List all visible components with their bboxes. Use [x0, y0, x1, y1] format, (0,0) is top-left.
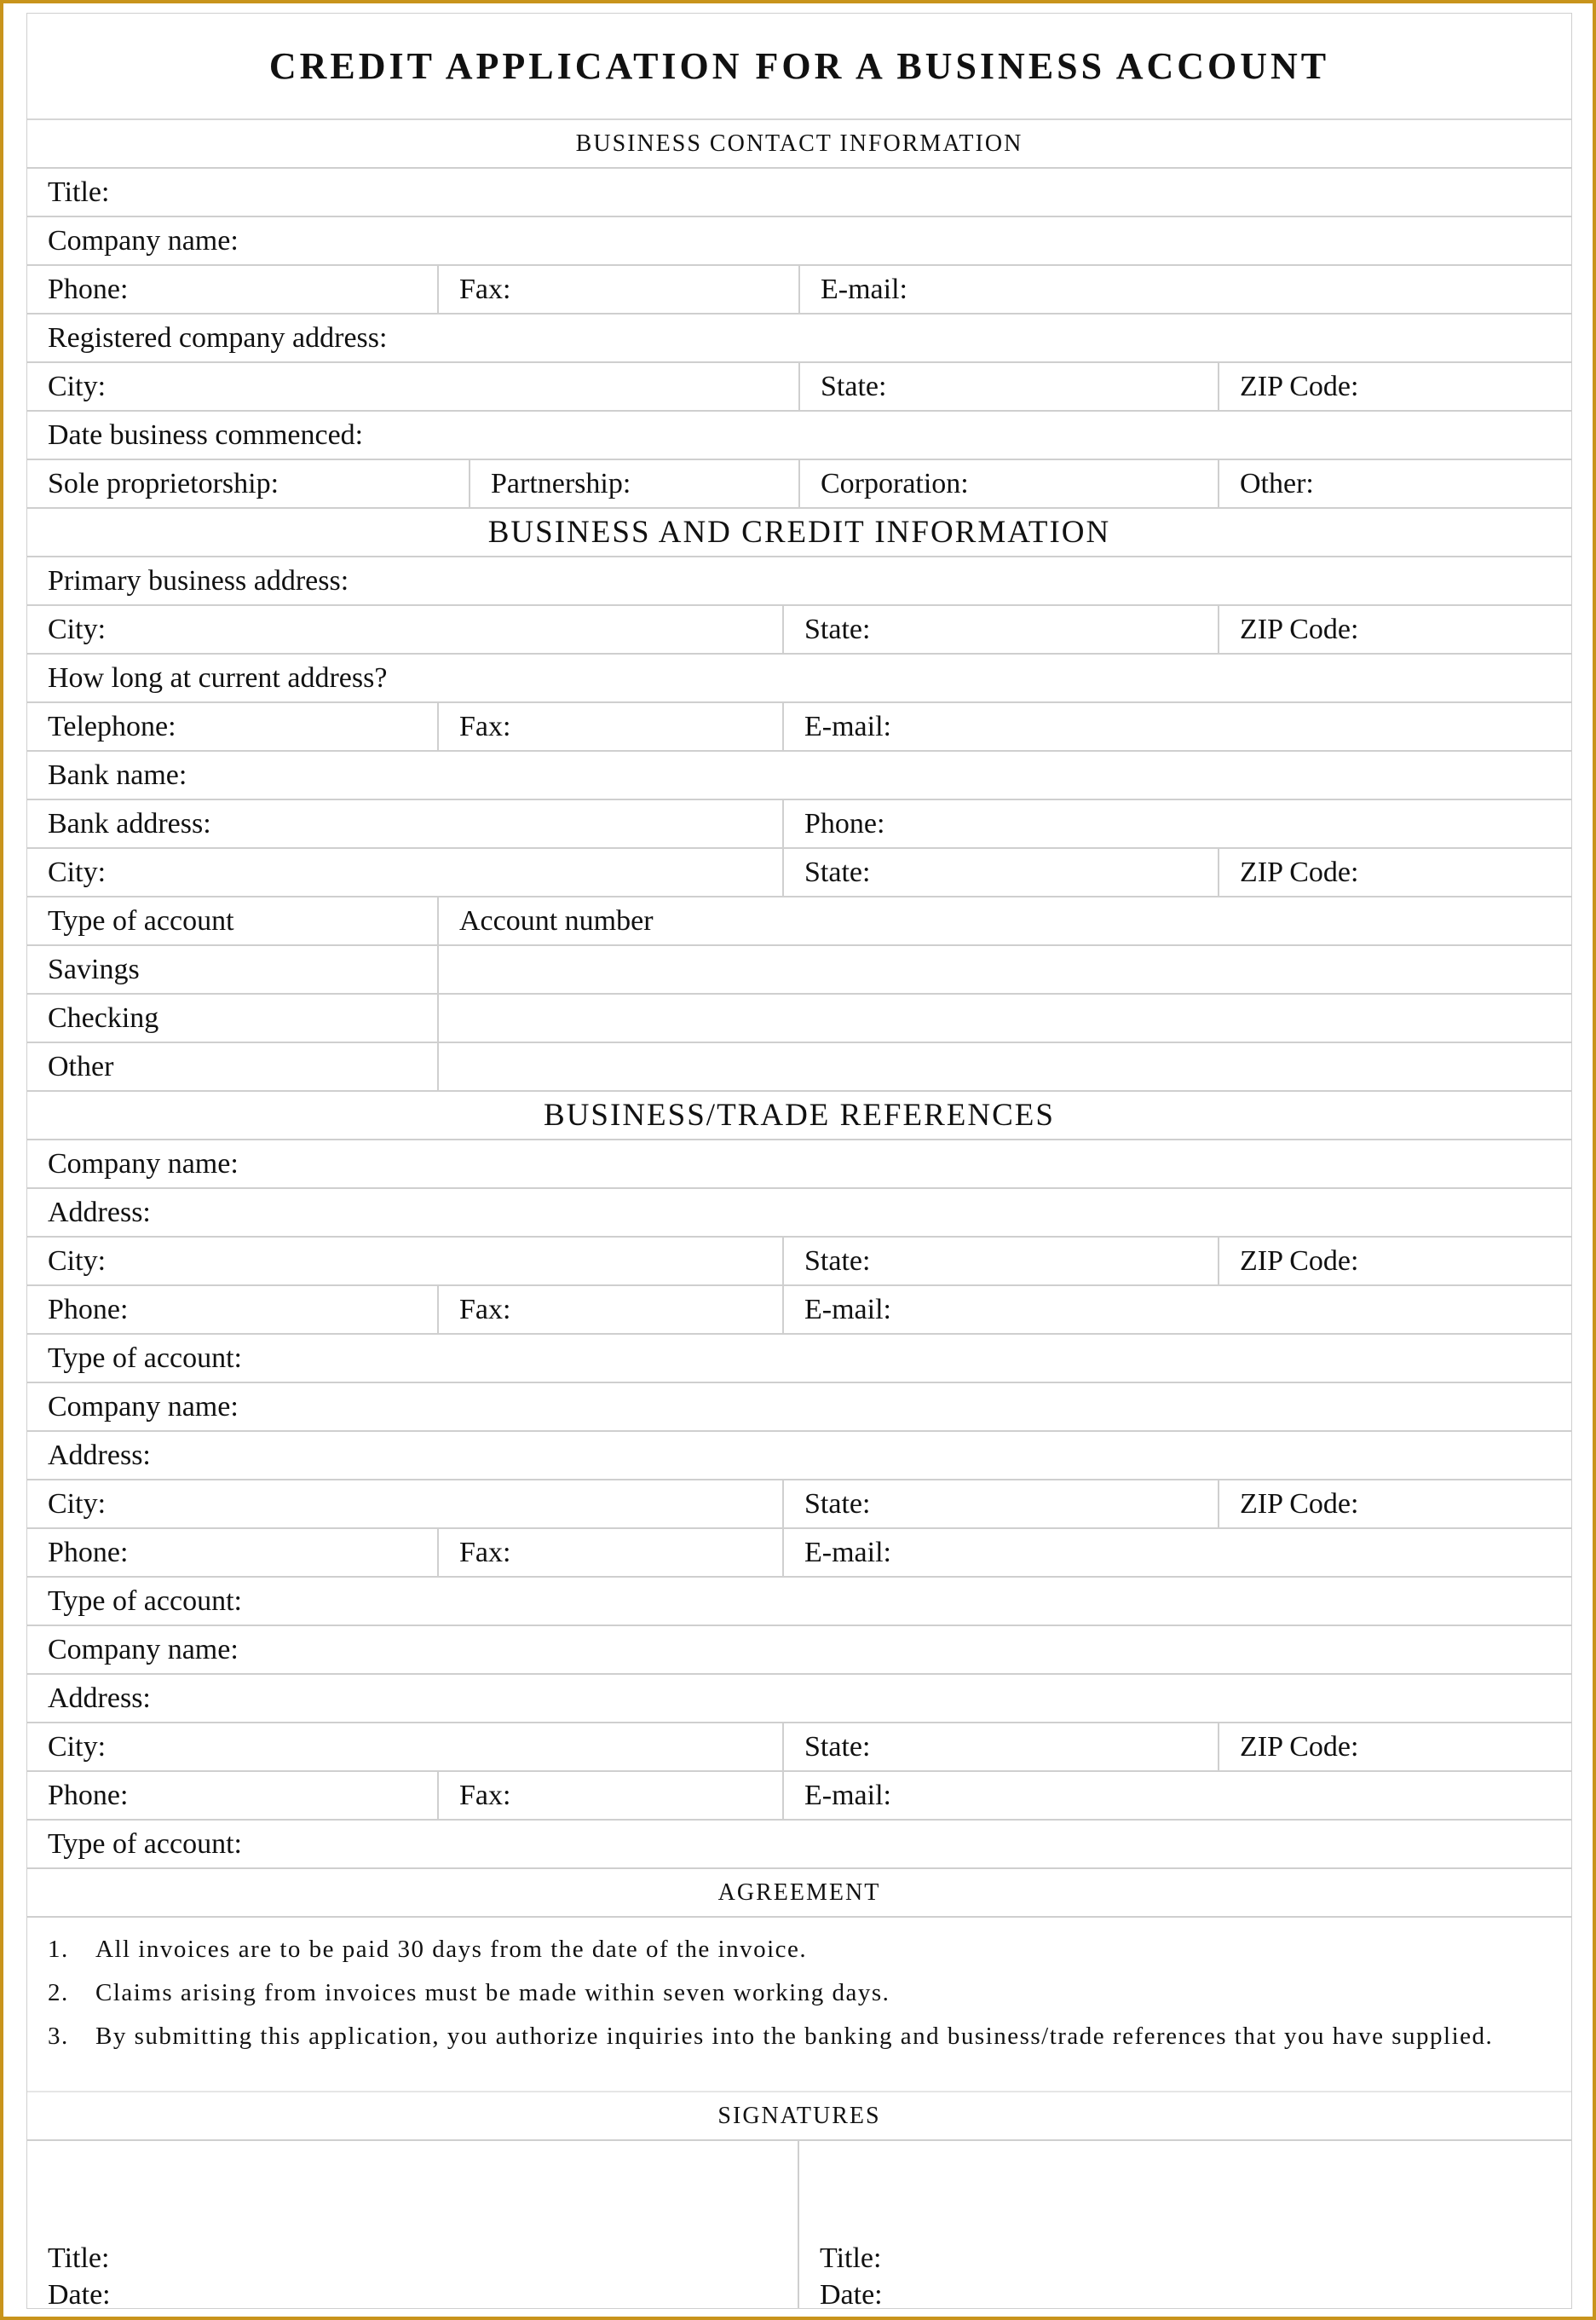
corporation-field[interactable]: Corporation:	[800, 460, 1219, 507]
agreement-list	[27, 1918, 1571, 2092]
savings-account-number-field[interactable]	[439, 946, 1571, 993]
ref3-type-of-account-field[interactable]: Type of account:	[48, 1827, 242, 1860]
signature-right-date: Date:	[820, 2279, 883, 2309]
ref3-fax-field[interactable]: Fax:	[439, 1772, 784, 1819]
savings-label: Savings	[27, 946, 439, 993]
how-long-field[interactable]: How long at current address?	[48, 661, 388, 694]
ref3-company-name-field[interactable]: Company name:	[48, 1633, 239, 1665]
zip-field[interactable]: ZIP Code:	[1240, 613, 1359, 645]
ref1-state-field[interactable]: State:	[784, 1238, 1219, 1284]
ref1-company-name-field[interactable]: Company name:	[48, 1147, 239, 1180]
agreement-item	[48, 2022, 1520, 2051]
ref1-fax-field[interactable]: Fax:	[439, 1286, 784, 1333]
row-bank-city-state-zip	[27, 849, 1571, 897]
row-checking	[27, 995, 1571, 1043]
section-business-credit-heading: BUSINESS AND CREDIT INFORMATION	[27, 509, 1571, 557]
ref3-zip-field[interactable]: ZIP Code:	[1240, 1730, 1359, 1763]
telephone-field[interactable]: Telephone:	[27, 703, 439, 750]
signature-left-date: Date:	[48, 2279, 111, 2309]
bank-address-field[interactable]: Bank address:	[27, 800, 784, 847]
city-field[interactable]: City:	[27, 363, 800, 410]
ref2-email-field[interactable]: E-mail:	[804, 1536, 891, 1568]
form-title: CREDIT APPLICATION FOR A BUSINESS ACCOUNT	[27, 14, 1571, 120]
date-commenced-field[interactable]: Date business commenced:	[48, 418, 364, 451]
ref1-phone-field[interactable]: Phone:	[27, 1286, 439, 1333]
bank-phone-field[interactable]: Phone:	[804, 807, 885, 840]
primary-address-field[interactable]: Primary business address:	[48, 564, 349, 597]
checking-account-number-field[interactable]	[439, 995, 1571, 1042]
ref1-row-type	[27, 1335, 1571, 1383]
title-field[interactable]: Title:	[48, 176, 110, 208]
row-date-commenced	[27, 412, 1571, 460]
ref2-row-address	[27, 1432, 1571, 1480]
account-number-label: Account number	[459, 904, 654, 937]
credit-application-form	[26, 13, 1572, 2309]
fax-field[interactable]: Fax:	[439, 266, 800, 313]
row-city-state-zip	[27, 606, 1571, 655]
sole-proprietorship-field[interactable]: Sole proprietorship:	[27, 460, 470, 507]
other-account-label: Other	[27, 1043, 439, 1090]
ref2-state-field[interactable]: State:	[784, 1480, 1219, 1527]
ref1-type-of-account-field[interactable]: Type of account:	[48, 1342, 242, 1374]
ref1-email-field[interactable]: E-mail:	[804, 1293, 891, 1325]
agreement-item	[48, 1978, 1520, 2007]
agreement-item-text: By submitting this application, you authorize inquiries into the banking and business/trade references that you have supplied.	[95, 2023, 1494, 2050]
email-field[interactable]: E-mail:	[821, 273, 907, 305]
row-primary-address	[27, 557, 1571, 606]
signature-left-title: Title:	[48, 2242, 110, 2274]
row-savings	[27, 946, 1571, 995]
section-signatures-heading: SIGNATURES	[27, 2092, 1571, 2141]
other-account-number-field[interactable]	[439, 1043, 1571, 1090]
agreement-item-text: All invoices are to be paid 30 days from the date of the invoice.	[95, 1936, 808, 1963]
ref3-phone-field[interactable]: Phone:	[27, 1772, 439, 1819]
signature-block-right[interactable]	[799, 2141, 1571, 2309]
agreement-item-number: 1.	[48, 1936, 69, 1963]
ref2-type-of-account-field[interactable]: Type of account:	[48, 1584, 242, 1617]
ref3-row-city-state-zip	[27, 1723, 1571, 1772]
row-bank-name	[27, 752, 1571, 800]
row-account-header	[27, 897, 1571, 946]
state-field[interactable]: State:	[784, 606, 1219, 653]
registered-address-field[interactable]: Registered company address:	[48, 321, 388, 354]
ref3-email-field[interactable]: E-mail:	[804, 1779, 891, 1811]
ref1-row-address	[27, 1189, 1571, 1238]
other-field[interactable]: Other:	[1240, 467, 1314, 499]
ref3-row-contact	[27, 1772, 1571, 1821]
row-company-name	[27, 217, 1571, 266]
bank-zip-field[interactable]: ZIP Code:	[1240, 856, 1359, 888]
bank-state-field[interactable]: State:	[784, 849, 1219, 896]
row-bank-address	[27, 800, 1571, 849]
row-contact	[27, 703, 1571, 752]
ref3-state-field[interactable]: State:	[784, 1723, 1219, 1770]
ref2-company-name-field[interactable]: Company name:	[48, 1390, 239, 1423]
ref2-row-contact	[27, 1529, 1571, 1578]
row-registered-address	[27, 315, 1571, 363]
ref2-row-type	[27, 1578, 1571, 1626]
signature-right-title: Title:	[820, 2242, 882, 2274]
company-name-field[interactable]: Company name:	[48, 224, 239, 257]
row-how-long	[27, 655, 1571, 703]
ref1-row-company	[27, 1140, 1571, 1189]
ref1-row-contact	[27, 1286, 1571, 1335]
phone-field[interactable]: Phone:	[27, 266, 439, 313]
ref3-address-field[interactable]: Address:	[48, 1682, 151, 1714]
signature-block-left[interactable]	[27, 2141, 799, 2309]
row-contact	[27, 266, 1571, 315]
ref2-city-field[interactable]: City:	[27, 1480, 784, 1527]
row-other-account	[27, 1043, 1571, 1092]
row-city-state-zip	[27, 363, 1571, 412]
signature-row	[27, 2141, 1571, 2309]
ref1-zip-field[interactable]: ZIP Code:	[1240, 1244, 1359, 1277]
ref2-fax-field[interactable]: Fax:	[439, 1529, 784, 1576]
ref1-city-field[interactable]: City:	[27, 1238, 784, 1284]
city-field[interactable]: City:	[27, 606, 784, 653]
ref2-row-company	[27, 1383, 1571, 1432]
ref3-city-field[interactable]: City:	[27, 1723, 784, 1770]
ref3-row-type	[27, 1821, 1571, 1869]
section-agreement-heading: AGREEMENT	[27, 1869, 1571, 1918]
section-references-heading: BUSINESS/TRADE REFERENCES	[27, 1092, 1571, 1140]
zip-field[interactable]: ZIP Code:	[1240, 370, 1359, 402]
row-business-type	[27, 460, 1571, 509]
bank-name-field[interactable]: Bank name:	[48, 759, 187, 791]
ref1-address-field[interactable]: Address:	[48, 1196, 151, 1228]
type-of-account-label: Type of account	[27, 897, 439, 944]
agreement-item-text: Claims arising from invoices must be made within seven working days.	[95, 1979, 890, 2006]
ref3-row-address	[27, 1675, 1571, 1723]
email-field[interactable]: E-mail:	[804, 710, 891, 742]
agreement-item	[48, 1935, 1520, 1964]
checking-label: Checking	[27, 995, 439, 1042]
ref2-row-city-state-zip	[27, 1480, 1571, 1529]
bank-city-field[interactable]: City:	[27, 849, 784, 896]
ref2-zip-field[interactable]: ZIP Code:	[1240, 1487, 1359, 1520]
fax-field[interactable]: Fax:	[439, 703, 784, 750]
ref2-address-field[interactable]: Address:	[48, 1439, 151, 1471]
partnership-field[interactable]: Partnership:	[470, 460, 800, 507]
row-title	[27, 169, 1571, 217]
state-field[interactable]: State:	[800, 363, 1219, 410]
section-business-contact-heading: BUSINESS CONTACT INFORMATION	[27, 120, 1571, 169]
ref2-phone-field[interactable]: Phone:	[27, 1529, 439, 1576]
agreement-item-number: 2.	[48, 1979, 69, 2006]
ref3-row-company	[27, 1626, 1571, 1675]
agreement-item-number: 3.	[48, 2023, 69, 2050]
ref1-row-city-state-zip	[27, 1238, 1571, 1286]
